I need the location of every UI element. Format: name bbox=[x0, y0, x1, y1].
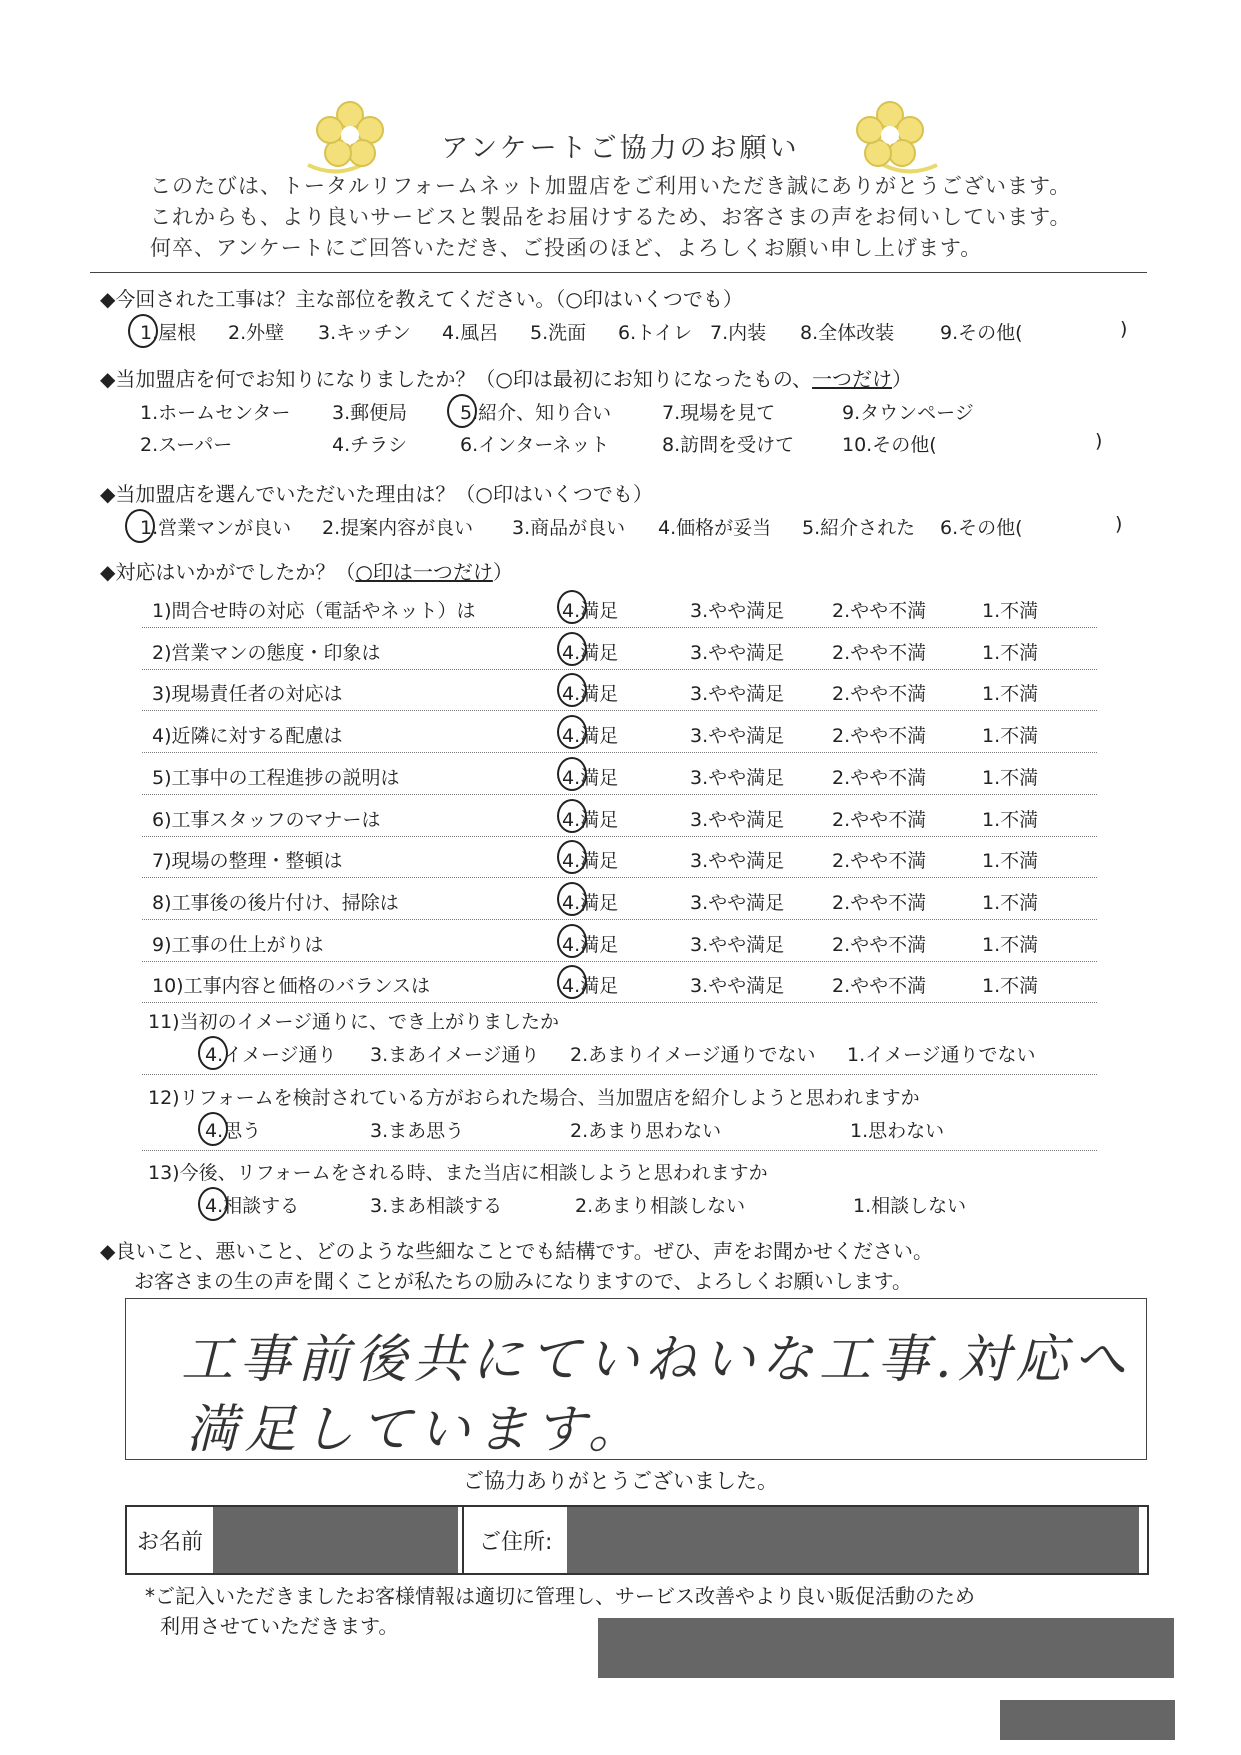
q2-option-10-close: ) bbox=[1095, 430, 1103, 452]
q2-option-5[interactable]: 5.紹介、知り合い bbox=[460, 402, 612, 424]
q3-option-3[interactable]: 3.商品が良い bbox=[512, 517, 626, 539]
q13-options bbox=[205, 1191, 1105, 1221]
rating-option[interactable]: 3.やや満足 bbox=[690, 600, 785, 622]
rating-row bbox=[142, 961, 1097, 1003]
rating-option[interactable]: 4.満足 bbox=[562, 600, 619, 622]
rating-option[interactable]: 1.不満 bbox=[982, 725, 1039, 748]
q1-options bbox=[140, 318, 1130, 348]
rating-option[interactable]: 3.やや満足 bbox=[690, 641, 785, 664]
comments-subheading: お客さまの生の声を聞くことが私たちの励みになりますので、よろしくお願いします。 bbox=[134, 1269, 912, 1293]
q3-option-6-close: ) bbox=[1115, 513, 1123, 535]
rating-option[interactable]: 3.やや満足 bbox=[690, 683, 785, 706]
rating-option[interactable]: 2.やや不満 bbox=[832, 600, 927, 622]
rating-option[interactable]: 1.不満 bbox=[982, 600, 1039, 622]
q4-heading: ◆対応はいかがでしたか？（○印は一つだけ） bbox=[100, 560, 513, 584]
rating-option[interactable]: 3.やや満足 bbox=[690, 975, 785, 998]
rating-option[interactable]: 3.やや満足 bbox=[690, 891, 785, 914]
rating-option[interactable]: 2.やや不満 bbox=[832, 725, 927, 748]
rating-option[interactable]: 2.やや不満 bbox=[832, 683, 927, 706]
q11-option-2[interactable]: 2.あまりイメージ通りでない bbox=[570, 1044, 816, 1066]
privacy-note-2: 利用させていただきます。 bbox=[160, 1614, 399, 1638]
stamp-redaction bbox=[598, 1618, 1174, 1678]
rating-question: 4)近隣に対する配慮は bbox=[152, 725, 343, 748]
rating-option[interactable]: 4.満足 bbox=[562, 641, 619, 664]
q1-option-6[interactable]: 6.トイレ bbox=[618, 322, 693, 344]
q2-option-3[interactable]: 3.郵便局 bbox=[332, 402, 408, 424]
rating-option[interactable]: 2.やや不満 bbox=[832, 766, 927, 789]
rating-row bbox=[142, 669, 1097, 711]
rating-option[interactable]: 4.満足 bbox=[562, 683, 619, 706]
rating-option[interactable]: 3.やや満足 bbox=[690, 850, 785, 873]
q13-option-2[interactable]: 2.あまり相談しない bbox=[575, 1195, 746, 1217]
rating-option[interactable]: 2.やや不満 bbox=[832, 641, 927, 664]
q11-option-4[interactable]: 4.イメージ通り bbox=[205, 1044, 337, 1066]
q3-option-1[interactable]: 1.営業マンが良い bbox=[140, 517, 292, 539]
q11-option-3[interactable]: 3.まあイメージ通り bbox=[370, 1044, 540, 1066]
rating-option[interactable]: 4.満足 bbox=[562, 850, 619, 873]
q2-option-10[interactable]: 10.その他( bbox=[842, 434, 937, 456]
q2-option-7[interactable]: 7.現場を見て bbox=[662, 402, 776, 424]
q3-options bbox=[140, 513, 1130, 543]
rating-row bbox=[142, 711, 1097, 753]
q1-option-7[interactable]: 7.内装 bbox=[710, 322, 767, 344]
rating-question: 10)工事内容と価格のバランスは bbox=[152, 975, 431, 998]
rating-question: 6)工事スタッフのマナーは bbox=[152, 808, 381, 831]
privacy-note-1: *ご記入いただきましたお客様情報は適切に管理し、サービス改善やより良い販促活動のため bbox=[145, 1584, 975, 1608]
q3-option-5[interactable]: 5.紹介された bbox=[802, 517, 916, 539]
rating-option[interactable]: 4.満足 bbox=[562, 808, 619, 831]
q3-option-4[interactable]: 4.価格が妥当 bbox=[658, 517, 772, 539]
intro-line-2: これからも、より良いサービスと製品をお届けするため、お客さまの声をお伺いしています。 bbox=[150, 205, 1072, 229]
q1-option-8[interactable]: 8.全体改装 bbox=[800, 322, 895, 344]
q2-option-9[interactable]: 9.タウンページ bbox=[842, 402, 974, 424]
q12-option-1[interactable]: 1.思わない bbox=[850, 1120, 945, 1142]
rating-row bbox=[142, 878, 1097, 920]
rating-option[interactable]: 1.不満 bbox=[982, 766, 1039, 789]
q1-option-5[interactable]: 5.洗面 bbox=[530, 322, 587, 344]
page-title: アンケートご協力のお願い bbox=[441, 133, 800, 164]
q2-option-6[interactable]: 6.インターネット bbox=[460, 434, 610, 456]
rating-option[interactable]: 2.やや不満 bbox=[832, 933, 927, 956]
rating-question: 1)問合せ時の対応（電話やネット）は bbox=[152, 600, 476, 622]
rating-option[interactable]: 1.不満 bbox=[982, 808, 1039, 831]
answer-circle bbox=[557, 590, 587, 624]
q1-option-1[interactable]: 1.屋根 bbox=[140, 322, 197, 344]
rating-option[interactable]: 4.満足 bbox=[562, 933, 619, 956]
q11-option-1[interactable]: 1.イメージ通りでない bbox=[847, 1044, 1036, 1066]
field-divider bbox=[462, 1507, 464, 1573]
q2-option-1[interactable]: 1.ホームセンター bbox=[140, 402, 291, 424]
intro-line-3: 何卒、アンケートにご回答いただき、ご投函のほど、よろしくお願い申し上げます。 bbox=[150, 236, 983, 260]
q12-option-4[interactable]: 4.思う bbox=[205, 1120, 262, 1142]
q12-option-3[interactable]: 3.まあ思う bbox=[370, 1120, 465, 1142]
thanks-text: ご協力ありがとうございました。 bbox=[463, 1469, 778, 1493]
q11-options bbox=[205, 1040, 1105, 1070]
q3-option-2[interactable]: 2.提案内容が良い bbox=[322, 517, 474, 539]
rating-option[interactable]: 1.不満 bbox=[982, 683, 1039, 706]
q2-options-row-1 bbox=[140, 398, 1130, 428]
rating-row bbox=[142, 920, 1097, 962]
rating-row bbox=[142, 628, 1097, 670]
q2-options-row-2 bbox=[140, 430, 1130, 460]
q11-text: 11)当初のイメージ通りに、でき上がりましたか bbox=[148, 1011, 560, 1033]
q1-option-3[interactable]: 3.キッチン bbox=[318, 322, 411, 344]
rating-row bbox=[142, 753, 1097, 795]
rating-option[interactable]: 2.やや不満 bbox=[832, 808, 927, 831]
rating-option[interactable]: 2.やや不満 bbox=[832, 850, 927, 873]
rating-option[interactable]: 1.不満 bbox=[982, 641, 1039, 664]
rating-option[interactable]: 1.不満 bbox=[982, 891, 1039, 914]
rating-option[interactable]: 1.不満 bbox=[982, 975, 1039, 998]
comments-heading: ◆良いこと、悪いこと、どのような些細なことでも結構です。ぜひ、声をお聞かせください。 bbox=[100, 1239, 933, 1263]
name-label: お名前 bbox=[137, 1530, 204, 1555]
divider bbox=[90, 272, 1147, 273]
rating-option[interactable]: 4.満足 bbox=[562, 975, 619, 998]
answer-circle bbox=[128, 314, 158, 348]
answer-circle bbox=[557, 924, 587, 958]
answer-circle bbox=[557, 715, 587, 749]
intro-line-1: このたびは、トータルリフォームネット加盟店をご利用いただき誠にありがとうございます。 bbox=[150, 174, 1072, 198]
rating-option[interactable]: 4.満足 bbox=[562, 725, 619, 748]
answer-circle bbox=[557, 799, 587, 833]
q1-option-9[interactable]: 9.その他( bbox=[940, 322, 1023, 344]
q13-option-1[interactable]: 1.相談しない bbox=[853, 1195, 967, 1217]
q1-heading: ◆今回された工事は？主な部位を教えてください。（○印はいくつでも） bbox=[100, 287, 743, 311]
q13-option-3[interactable]: 3.まあ相談する bbox=[370, 1195, 503, 1217]
comment-line-1: 工事前後共にていねいな工事.対応へ bbox=[181, 1330, 1132, 1390]
q12-text: 12)リフォームを検討されている方がおられた場合、当加盟店を紹介しようと思われますか bbox=[148, 1087, 920, 1109]
rating-option[interactable]: 3.やや満足 bbox=[690, 766, 785, 789]
row-divider bbox=[142, 1150, 1097, 1151]
rating-option[interactable]: 4.満足 bbox=[562, 766, 619, 789]
rating-option[interactable]: 2.やや不満 bbox=[832, 891, 927, 914]
q2-option-8[interactable]: 8.訪問を受けて bbox=[662, 434, 795, 456]
rating-option[interactable]: 1.不満 bbox=[982, 850, 1039, 873]
comment-line-2: 満足しています。 bbox=[186, 1400, 646, 1460]
answer-circle bbox=[198, 1187, 228, 1221]
q1-option-4[interactable]: 4.風呂 bbox=[442, 322, 499, 344]
rating-question: 2)営業マンの態度・印象は bbox=[152, 641, 381, 664]
rating-question: 9)工事の仕上がりは bbox=[152, 933, 324, 956]
rating-row bbox=[142, 586, 1097, 628]
answer-circle bbox=[557, 632, 587, 666]
q2-option-4[interactable]: 4.チラシ bbox=[332, 434, 408, 456]
q13-option-4[interactable]: 4.相談する bbox=[205, 1195, 300, 1217]
q3-option-6[interactable]: 6.その他( bbox=[940, 517, 1023, 539]
q2-option-2[interactable]: 2.スーパー bbox=[140, 434, 233, 456]
comment-box[interactable] bbox=[125, 1298, 1147, 1460]
answer-circle bbox=[198, 1112, 228, 1146]
q13-text: 13)今後、リフォームをされる時、また当店に相談しようと思われますか bbox=[148, 1162, 768, 1184]
code-redaction bbox=[1000, 1700, 1175, 1740]
rating-question: 8)工事後の後片付け、掃除は bbox=[152, 891, 399, 914]
rating-row bbox=[142, 795, 1097, 837]
rating-option[interactable]: 3.やや満足 bbox=[690, 933, 785, 956]
q12-options bbox=[205, 1116, 1105, 1146]
row-divider bbox=[142, 1074, 1097, 1075]
rating-option[interactable]: 3.やや満足 bbox=[690, 725, 785, 748]
rating-option[interactable]: 3.やや満足 bbox=[690, 808, 785, 831]
rating-question: 5)工事中の工程進捗の説明は bbox=[152, 766, 400, 789]
rating-option[interactable]: 1.不満 bbox=[982, 933, 1039, 956]
q1-option-2[interactable]: 2.外壁 bbox=[228, 322, 285, 344]
answer-circle bbox=[125, 509, 155, 543]
rating-option[interactable]: 4.満足 bbox=[562, 891, 619, 914]
rating-question: 7)現場の整理・整頓は bbox=[152, 850, 343, 873]
answer-circle bbox=[447, 394, 477, 428]
rating-question: 3)現場責任者の対応は bbox=[152, 683, 343, 706]
q2-heading: ◆当加盟店を何でお知りになりましたか？（○印は最初にお知りになったもの、一つだけ） bbox=[100, 367, 913, 391]
name-redaction bbox=[213, 1507, 458, 1573]
q12-option-2[interactable]: 2.あまり思わない bbox=[570, 1120, 722, 1142]
answer-circle bbox=[557, 840, 587, 874]
q3-heading: ◆当加盟店を選んでいただいた理由は？（○印はいくつでも） bbox=[100, 482, 653, 506]
answer-circle bbox=[557, 757, 587, 791]
address-label: ご住所: bbox=[479, 1530, 553, 1555]
address-redaction bbox=[567, 1507, 1139, 1573]
answer-circle bbox=[198, 1036, 228, 1070]
customer-info-box bbox=[125, 1505, 1149, 1575]
rating-option[interactable]: 2.やや不満 bbox=[832, 975, 927, 998]
q1-option-9-close: ) bbox=[1120, 318, 1128, 340]
answer-circle bbox=[557, 882, 587, 916]
rating-row bbox=[142, 836, 1097, 878]
